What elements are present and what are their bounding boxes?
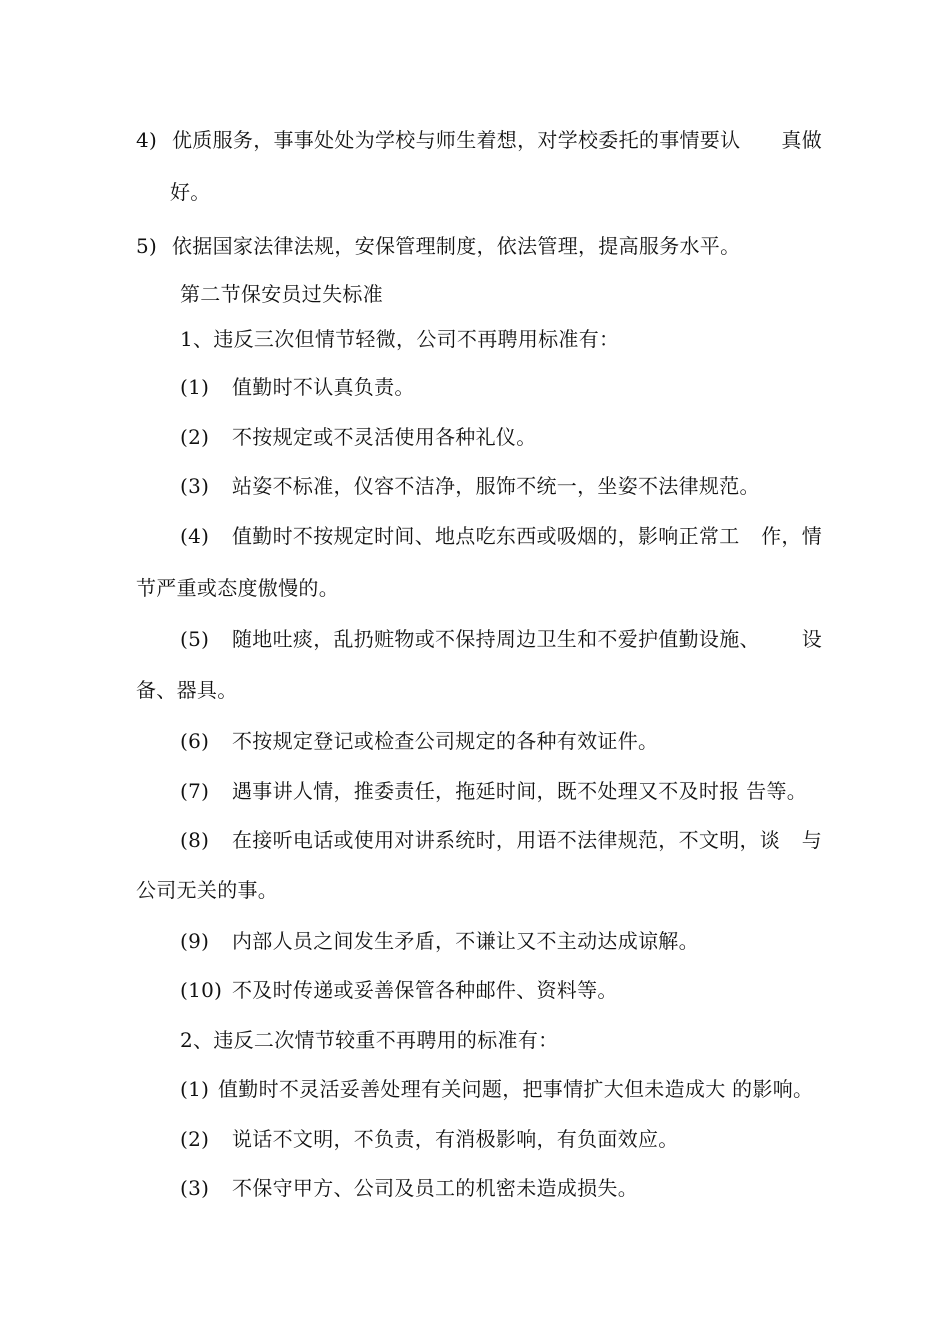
part1-item-6-text: 不按规定登记或检查公司规定的各种有效证件。 [232,729,659,753]
part1-item-8-line2: 公司无关的事。 [136,878,279,902]
item-4-text-a: 优质服务，事事处处为学校与师生着想，对学校委托的事情要认 [172,128,741,152]
part1-item-9 [180,927,699,955]
part1-item-1-number: (1) [180,375,210,399]
part1-item-8-text-b: 与 [801,828,822,852]
part1-item-3-number: (3) [180,474,210,498]
part1-item-6 [180,727,658,755]
part1-item-4-number: (4) [180,524,210,548]
section-title: 第二节保安员过失标准 [180,282,383,306]
part1-item-2 [180,423,537,451]
item-4-text-b: 真做 [781,128,822,152]
item-5-number: 5) [136,234,158,258]
part1-item-5-line1 [180,625,822,653]
part2-heading: 2、违反二次情节较重不再聘用的标准有： [180,1028,559,1052]
part1-item-3 [180,472,760,500]
part1-item-10-text: 不及时传递或妥善保管各种邮件、资料等。 [232,978,618,1002]
part2-item-3 [180,1174,638,1202]
part1-item-7-text: 遇事讲人情，推委责任，拖延时间，既不处理又不及时报 告等。 [232,779,808,803]
part1-item-8-line1 [180,826,822,854]
part1-heading: 1、违反三次但情节轻微，公司不再聘用标准有： [180,327,620,351]
item-5-text: 依据国家法律法规，安保管理制度，依法管理，提高服务水平。 [172,234,741,258]
part1-item-9-number: (9) [180,929,210,953]
part1-item-8-text-a: 在接听电话或使用对讲系统时，用语不法律规范，不文明，谈 [232,828,781,852]
part1-item-4-line1 [180,522,822,550]
part1-item-5-text-b: 设 [801,627,822,651]
part2-item-1 [180,1075,813,1103]
item-4-line2: 好。 [170,180,211,204]
item-4-line1 [136,126,822,154]
part1-item-3-text: 站姿不标准，仪容不洁净，服饰不统一，坐姿不法律规范。 [232,474,760,498]
part1-item-10 [180,976,618,1004]
part1-item-1-text: 值勤时不认真负责。 [232,375,415,399]
part1-item-4-text-b: 作，情 [761,524,822,548]
part2-item-2 [180,1125,679,1153]
part1-item-8-number: (8) [180,828,210,852]
part1-item-5-number: (5) [180,627,210,651]
part1-item-6-number: (6) [180,729,210,753]
part1-item-1 [180,373,415,401]
part1-item-5-line2: 备、器具。 [136,678,238,702]
part2-item-3-number: (3) [180,1176,210,1200]
part1-item-7 [180,777,807,805]
part1-item-7-number: (7) [180,779,210,803]
part1-item-5-text-a: 随地吐痰，乱扔赃物或不保持周边卫生和不爱护值勤设施、 [232,627,760,651]
part2-item-1-number: (1) [180,1077,210,1101]
part1-item-2-number: (2) [180,425,210,449]
part1-item-4-line2: 节严重或态度傲慢的。 [136,576,339,600]
part2-item-3-text: 不保守甲方、公司及员工的机密未造成损失。 [232,1176,638,1200]
item-4-number: 4) [136,128,158,152]
part1-item-9-text: 内部人员之间发生矛盾，不谦让又不主动达成谅解。 [232,929,699,953]
part2-item-2-text: 说话不文明，不负责，有消极影响，有负面效应。 [232,1127,679,1151]
part2-item-1-text: 值勤时不灵活妥善处理有关问题，把事情扩大但未造成大 的影响。 [218,1077,814,1101]
part1-item-10-number: (10) [180,978,223,1002]
part1-item-4-text-a: 值勤时不按规定时间、地点吃东西或吸烟的，影响正常工 [232,524,740,548]
part1-item-2-text: 不按规定或不灵活使用各种礼仪。 [232,425,537,449]
item-5 [136,232,740,260]
part2-item-2-number: (2) [180,1127,210,1151]
